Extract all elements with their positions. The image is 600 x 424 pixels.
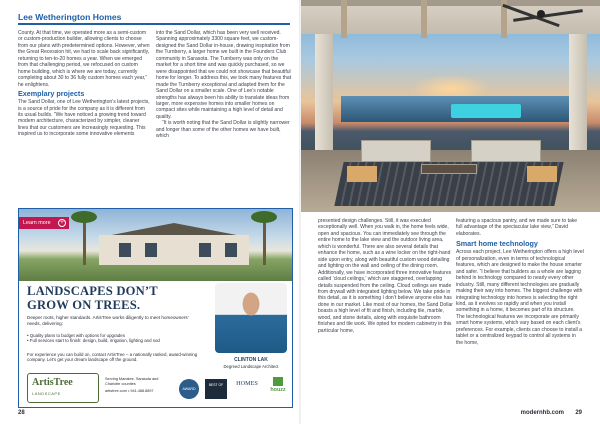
- ad-contact-link[interactable]: artistree.com • 941.488.8897: [105, 388, 154, 393]
- homes-logo: HOMES: [236, 380, 258, 387]
- learn-more-button[interactable]: Learn more +: [19, 217, 69, 229]
- paragraph: featuring a spacious pantry, and we made sure to take full advantage of the spectacular lake view,” David elaborates.: [456, 218, 578, 237]
- ceiling-fan-icon: [537, 10, 545, 18]
- person-photo: [215, 283, 287, 353]
- award-badge: AWARD: [179, 379, 199, 399]
- ad-bullet: • Full services start to finish: design, build, irrigation, lighting and sod: [27, 338, 160, 344]
- paragraph: County. At that time, we operated more as a semi-custom or custom-production builder, allowing clients to choose from our plans with predetermined options. However, when the Great Recession hit, we had to scale back significantly, returning to ten-to-20 homes a year. When we emerged from that challenging period, we refocused on custom home building, which is where we are today, currently completing about 30 to 36 fully custom homes each year,” he enlightens.: [18, 30, 150, 88]
- paragraph: The Sand Dollar, one of Lee Wetherington’s latest projects, is a source of pride for the company as it is different from its usual builds. “We have noticed a growing trend toward modern architecture, characterized by simpler, cleaner lines that our customers are increasingly requesting. This inspired us to incorporate some innovative elements: [18, 99, 150, 138]
- site-url[interactable]: modernhb.com: [520, 410, 564, 416]
- person-name: CLINTON LAK: [234, 357, 268, 363]
- paragraph: Across each project, Lee Wetherington offers a high level of personalization, even in terms of technological features, which are designed to make the house smarter and safer. “I believe that builders as a whole are lagging behind in technology compared to nearly every other industry. Still, many different technologies are gradually making their way into homes. The biggest challenge with integrating technology into homes is selecting the right kind, as it evolves so rapidly and when you install something in a home, it becomes part of its structure. The technological features we incorporate are primarily smart home systems, which vary based on each client’s preferences. For example, clients can choose to install a tablet or a centralized keypad to control all systems in the home,: [456, 249, 584, 346]
- ad-bullet: • Quality plans to budget with options for upgrades: [27, 333, 125, 338]
- subheading-smart-home-technology: Smart home technology: [456, 239, 538, 249]
- houzz-logo: houzz: [270, 387, 286, 393]
- ad-headline: LANDSCAPES DON’T GROW ON TREES.: [27, 284, 158, 312]
- paragraph: presented design challenges. Still, it was executed exceptionally well. When you walk in, the home feels wide, open and spacious. You can immediately see through the entire home to the lake view and the outdoor living area, which is wonderful. There are also several details that enhance the home, such as a wine locker on the right-hand side upon entry, along with beautiful custom wood detailing and lighting on the wall and ceiling of the dining room. Additionally, we have incorporated three innovative features called ‘cloud ceilings,’ which are staggered, overlapping details suspended from the ceiling. Cloud ceilings are made from drywall with integrated lighting below. We take pride in this detail, as it is something I don’t believe anyone else has done in our market. Like most of our homes, the Sand Dollar boasts a high level of fit and finish, including tile, marble, wood, and stone details, along with exquisite bathroom finishes and tile work. We opted for modern cabinetry in this particular home,: [318, 218, 453, 334]
- artistree-advertisement[interactable]: [18, 208, 293, 408]
- article-column-1: [18, 30, 151, 138]
- subheading-exemplary-projects: Exemplary projects: [18, 89, 85, 99]
- page-number-left: 28: [18, 410, 25, 416]
- artistree-logo: ArtisTree LANDSCAPE: [27, 373, 99, 403]
- person-title: Degreed Landscape Architect: [223, 364, 279, 369]
- living-room-photo: [301, 0, 600, 212]
- article-column-3: [318, 218, 453, 334]
- section-title: Lee Wetherington Homes: [18, 12, 122, 22]
- ad-bullet-list: [27, 333, 197, 344]
- best-of-badge: BEST OF: [205, 379, 227, 399]
- section-rule: [18, 23, 290, 25]
- article-column-4: [456, 218, 584, 346]
- paragraph: into the Sand Dollar, which has been very well received. Spanning approximately 3300 square feet, we custom-designed the Sand Dollar in-house, drawing inspiration from the Turnberry, a larger home we built in the Founders Club community in Sarasota. The Turnberry was only on the market for a short time and was quickly purchased, so we were disappointed that we could not showcase that beautiful home for longer. To address this, we took many features that made the Turnberry exceptional and adapted them for the Sand Dollar on a smaller scale. One of Lee’s notable strengths has always been his ability to translate ideas from larger, more expensive homes into smaller homes on compact sites while maintaining a high level of detail and quality.: [156, 30, 292, 120]
- page-number-right: 29: [575, 410, 582, 416]
- article-column-2: [156, 30, 292, 140]
- ad-body-text: Deeper roots, higher standards. ArtisTree works diligently to meet homeowners’ needs, delivering:: [27, 315, 189, 326]
- plus-icon: +: [58, 219, 66, 227]
- ad-footer-text: For experience you can build on, contact ArtisTree – a nationally ranked, award-winning company. Let’s get your dream landscape off the ground.: [27, 352, 198, 363]
- paragraph: “It is worth noting that the Sand Dollar is slightly narrower and longer than some of the other homes we have built, which: [156, 120, 290, 140]
- ad-service-area: Serving Manatee, Sarasota and Charlotte counties artistree.com • 941.488.8897: [105, 377, 165, 393]
